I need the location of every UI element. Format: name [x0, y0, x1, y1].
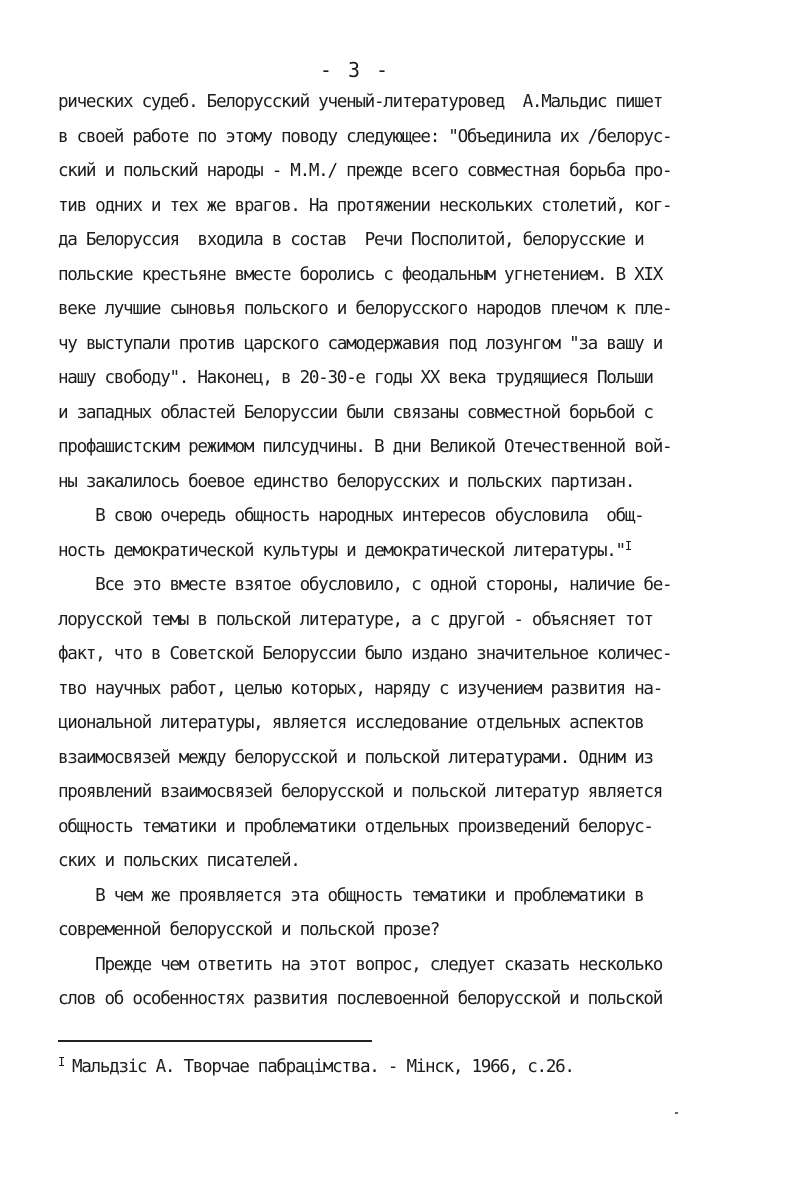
- text-line: слов об особенностях развития послевоенной белорусской и польской: [58, 989, 663, 1009]
- text-line: Прежде чем ответить на этот вопрос, следует сказать несколько: [58, 954, 663, 975]
- text-line: современной белорусской и польской прозе?: [58, 920, 439, 940]
- text-line: рических судеб. Белорусский ученый-литературовед А.Мальдис пишет: [58, 92, 663, 112]
- text-line: ский и польский народы - М.М./ прежде всего совместная борьба про-: [58, 161, 672, 181]
- text-line: лорусской темы в польской литературе, а с другой - объясняет тот: [58, 609, 653, 630]
- scan-speck: [675, 1112, 678, 1114]
- footnote-reference: I: [624, 538, 631, 553]
- text-line: чу выступали против царского самодержавия под лозунгом "за вашу и: [58, 333, 663, 354]
- page-number: - 3 -: [319, 58, 391, 82]
- footnote-text: Мальдзіс А. Творчае пабрацімства. - Мінск, 1966, с.26.: [71, 1057, 574, 1077]
- text-line: веке лучшие сыновья польского и белорусского народов плечом к пле-: [58, 299, 672, 319]
- text-line: В чем же проявляется эта общность тематики и проблематики в: [58, 885, 644, 906]
- text-line: циональной литературы, является исследование отдельных аспектов: [58, 713, 644, 733]
- text-line: факт, что в Советской Белоруссии было издано значительное количес-: [58, 644, 672, 664]
- text-line: Все это вместе взятое обусловило, с одной стороны, наличие бе-: [58, 575, 672, 595]
- text-line: в своей работе по этому поводу следующее: "Объединила их /белорус-: [58, 126, 672, 147]
- footnote: [58, 1052, 758, 1082]
- text-line: профашистским режимом пилсудчины. В дни Великой Отечественной вой-: [58, 437, 672, 457]
- text-line: нашу свободу". Наконец, в 20-30-е годы XX века трудящиеся Польши: [58, 368, 653, 388]
- text-line: В свою очередь общность народных интересов обусловила общ-: [58, 506, 644, 526]
- text-line: и западных областей Белоруссии были связаны совместной борьбой с: [58, 402, 653, 423]
- text-line: тив одних и тех же врагов. На протяжении нескольких столетий, ког-: [58, 195, 672, 216]
- text-line: ны закалилось боевое единство белорусских и польских партизан.: [58, 471, 635, 492]
- text-line: ность демократической культуры и демократической литературы.": [58, 540, 625, 561]
- body-text: [58, 85, 758, 1017]
- text-line: да Белоруссия входила в состав Речи Посполитой, белорусские и: [58, 230, 644, 250]
- text-line: ских и польских писателей.: [58, 851, 300, 871]
- text-line: общность тематики и проблематики отдельных произведений белорус-: [58, 816, 653, 837]
- footnote-divider: [58, 1040, 372, 1042]
- text-line-with-footnote-ref: [58, 534, 758, 569]
- text-line: проявлений взаимосвязей белорусской и польской литератур является: [58, 782, 663, 802]
- footnote-marker: I: [58, 1055, 64, 1069]
- text-line: взаимосвязей между белорусской и польской литературами. Одним из: [58, 747, 653, 768]
- text-line: тво научных работ, целью которых, наряду с изучением развития на-: [58, 678, 663, 699]
- text-line: польские крестьяне вместе боролись с феодальным угнетением. В XIX: [58, 264, 663, 285]
